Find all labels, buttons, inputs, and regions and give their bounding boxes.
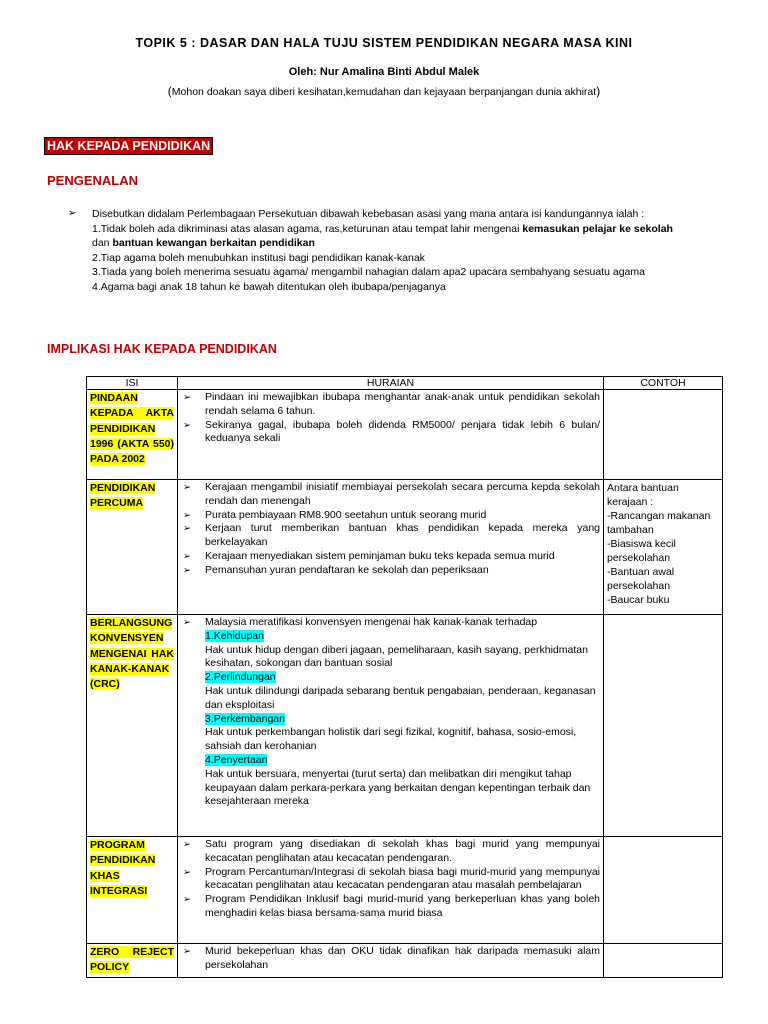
document-title: TOPIK 5 : DASAR DAN HALA TUJU SISTEM PENDIDIKAN NEGARA MASA KINI: [135, 36, 633, 50]
arrow-bullet-icon: ➢: [183, 482, 191, 493]
list-item: [181, 945, 600, 973]
contoh-cell: [604, 837, 723, 944]
list-item: [181, 509, 600, 523]
point-1-text: 1.Tidak boleh ada dikriminasi atas alasan agama, ras,keturunan atau tempat lahir mengenai: [92, 222, 523, 235]
arrow-bullet-icon: ➢: [183, 946, 191, 957]
arrow-bullet-icon: ➢: [183, 419, 191, 431]
isi-cell: [87, 944, 178, 978]
right-label: 3.Perkembangan: [205, 712, 285, 725]
pengenalan-point-4: 4.Agama bagi anak 18 tahun ke bawah ditentukan oleh ibubapa/penjaganya: [92, 280, 446, 293]
point-1-bold-a: kemasukan pelajar ke sekolah: [522, 222, 673, 235]
table-row: [87, 837, 723, 944]
huraian-text: Purata pembiayaan RM8.900 seetahun untuk seorang murid: [205, 508, 487, 521]
list-item: [181, 391, 600, 419]
list-item: [181, 481, 600, 509]
list-item: [181, 564, 600, 578]
arrow-bullet-icon: ➢: [183, 894, 191, 906]
prayer-open-paren: (: [167, 84, 172, 98]
arrow-bullet-icon: ➢: [183, 509, 191, 521]
isi-text: ZERO REJECT POLICY: [90, 946, 174, 974]
implikasi-heading: IMPLIKASI HAK KEPADA PENDIDIKAN: [47, 342, 277, 356]
right-label: 1.Kehidupan: [205, 629, 264, 642]
huraian-cell: [178, 837, 604, 944]
table-row: [87, 390, 723, 480]
list-item: [181, 419, 600, 447]
table-row: [87, 480, 723, 615]
prayer-text: Mohon doakan saya diberi kesihatan,kemudahan dan kejayaan berpanjangan dunia akhirat: [171, 86, 597, 98]
contoh-item: Antara bantuan kerajaan :: [607, 482, 679, 508]
list-item: [181, 866, 600, 894]
pengenalan-heading: PENGENALAN: [47, 173, 139, 188]
right-text: Hak untuk bersuara, menyertai (turut serta) dan melibatkan diri mengikut tahap keupayaan dalam perkara-perkara yang berkaitan dengan kepentingan terbaik dan kesejahteraan mereka: [205, 767, 591, 808]
isi-text: PENDIDIKAN PERCUMA: [90, 482, 156, 510]
huraian-cell: [178, 480, 604, 615]
huraian-text: Sekiranya gagal, ibubapa boleh didenda RM5000/ penjara tidak lebih 6 bulan/ keduanya sekali: [205, 418, 600, 445]
right-text: Hak untuk perkembangan holistik dari segi fizikal, kognitif, bahasa, sosio-emosi, sahsiah dan kerohanian: [205, 726, 577, 753]
col-header-contoh: CONTOH: [604, 377, 723, 390]
huraian-text: Program Pendidikan Inklusif bagi murid-murid yang berkeperluan khas yang boleh menghadiri kelas biasa bersama-sama murid biasa: [205, 893, 600, 919]
list-item: [181, 550, 600, 564]
col-header-isi: ISI: [87, 377, 178, 390]
author-line: Oleh: Nur Amalina Binti Abdul Malek: [288, 66, 480, 78]
huraian-cell: [178, 390, 604, 480]
huraian-cell: [178, 615, 604, 837]
implikasi-table: [86, 376, 723, 978]
table-row: [87, 944, 723, 978]
contoh-cell: [604, 480, 723, 615]
contoh-cell: [604, 390, 723, 480]
huraian-text: Kerajaan mengambil inisiatif membiayai persekolah secara percuma kepda sekolah rendah dan menengah: [205, 481, 600, 507]
isi-text: PROGRAM PENDIDIKAN KHAS INTEGRASI: [90, 839, 156, 897]
isi-text: BERLANGSUNG KONVENSYEN MENGENAI HAK KANAK-KANAK (CRC): [90, 617, 174, 691]
table-row: [87, 615, 723, 837]
arrow-bullet-icon: ➢: [68, 208, 77, 219]
isi-cell: [87, 390, 178, 480]
right-text: Hak untuk hidup dengan diberi jagaan, pemeliharaan, kasih sayang, perkhidmatan kesihatan, sokongan dan bantuan sosial: [205, 643, 588, 670]
pengenalan-point-1: [92, 222, 682, 251]
arrow-bullet-icon: ➢: [183, 866, 191, 878]
list-item: [181, 616, 600, 630]
contoh-item: -Rancangan makanan tambahan: [607, 510, 711, 536]
point-1-and: dan: [92, 237, 113, 250]
list-item: [181, 522, 600, 550]
pengenalan-point-2: 2.Tiap agama boleh menubuhkan institusi bagi pendidikan kanak-kanak: [92, 251, 425, 264]
col-header-huraian: HURAIAN: [178, 377, 604, 390]
right-text: Hak untuk dilindungi daripada sebarang bentuk pengabaian, penderaan, keganasan dan eksploitasi: [205, 684, 596, 711]
arrow-bullet-icon: ➢: [183, 839, 191, 850]
isi-cell: [87, 837, 178, 944]
isi-text: PINDAAN KEPADA AKTA PENDIDIKAN 1996 (AKTA 550) PADA 2002: [90, 392, 174, 466]
table-header-row: [87, 377, 723, 390]
huraian-text: Satu program yang disediakan di sekolah khas bagi murid yang mempunyai kecacatan penglihatan atau kecacatan pendengaran.: [205, 838, 600, 864]
arrow-bullet-icon: ➢: [183, 564, 191, 576]
point-1-bold-b: bantuan kewangan berkaitan pendidikan: [112, 237, 315, 250]
contoh-item: -Bantuan awal persekolahan: [607, 566, 675, 592]
prayer-close-paren: ): [596, 84, 601, 98]
arrow-bullet-icon: ➢: [183, 617, 191, 628]
section-title: HAK KEPADA PENDIDIKAN: [44, 137, 213, 155]
huraian-text: Program Percantuman/Integrasi di sekolah biasa bagi murid-murid yang mempunyai kecacatan penglihatan atau kecacatan pendengaran atau masalah pembelajaran: [205, 865, 600, 892]
huraian-text: Pindaan ini mewajibkan ibubapa menghantar anak-anak untuk pendidikan sekolah rendah selama 6 tahun.: [205, 391, 600, 417]
list-item: [181, 838, 600, 866]
pengenalan-intro: Disebutkan didalam Perlembagaan Persekutuan dibawah kebebasan asasi yang mana antara isi kandungannya ialah :: [92, 208, 645, 220]
right-label: 2.Perlindungan: [205, 671, 276, 684]
contoh-cell: [604, 615, 723, 837]
contoh-cell: [604, 944, 723, 978]
huraian-text: Kerajaan menyediakan sistem peminjaman buku teks kepada semua murid: [205, 549, 555, 562]
pengenalan-block: [68, 207, 682, 295]
huraian-text: Kerjaan turut memberikan bantuan khas pendidikan kepada mereka yang berkelayakan: [205, 522, 600, 549]
huraian-text: Pemansuhan yuran pendaftaran ke sekolah dan peperiksaan: [205, 563, 489, 576]
isi-cell: [87, 615, 178, 837]
huraian-cell: [178, 944, 604, 978]
arrow-bullet-icon: ➢: [183, 523, 191, 535]
prayer-line: [0, 84, 768, 98]
arrow-bullet-icon: ➢: [183, 392, 191, 403]
list-item: [181, 893, 600, 921]
pengenalan-point-3: 3.Tiada yang boleh menerima sesuatu agama/ mengambil nahagian dalam apa2 upacara sembahyang sesuatu agama: [92, 266, 645, 279]
contoh-item: -Baucar buku: [607, 594, 670, 606]
contoh-item: -Biasiswa kecil persekolahan: [607, 538, 676, 564]
isi-cell: [87, 480, 178, 615]
huraian-text: Malaysia meratifikasi konvensyen mengenai hak kanak-kanak terhadap: [205, 616, 538, 628]
right-label: 4.Penyertaan: [205, 753, 268, 766]
rights-list: [181, 630, 600, 809]
arrow-bullet-icon: ➢: [183, 550, 191, 562]
huraian-text: Murid bekeperluan khas dan OKU tidak dinafikan hak daripada memasuki alam persekolahan: [205, 945, 600, 971]
